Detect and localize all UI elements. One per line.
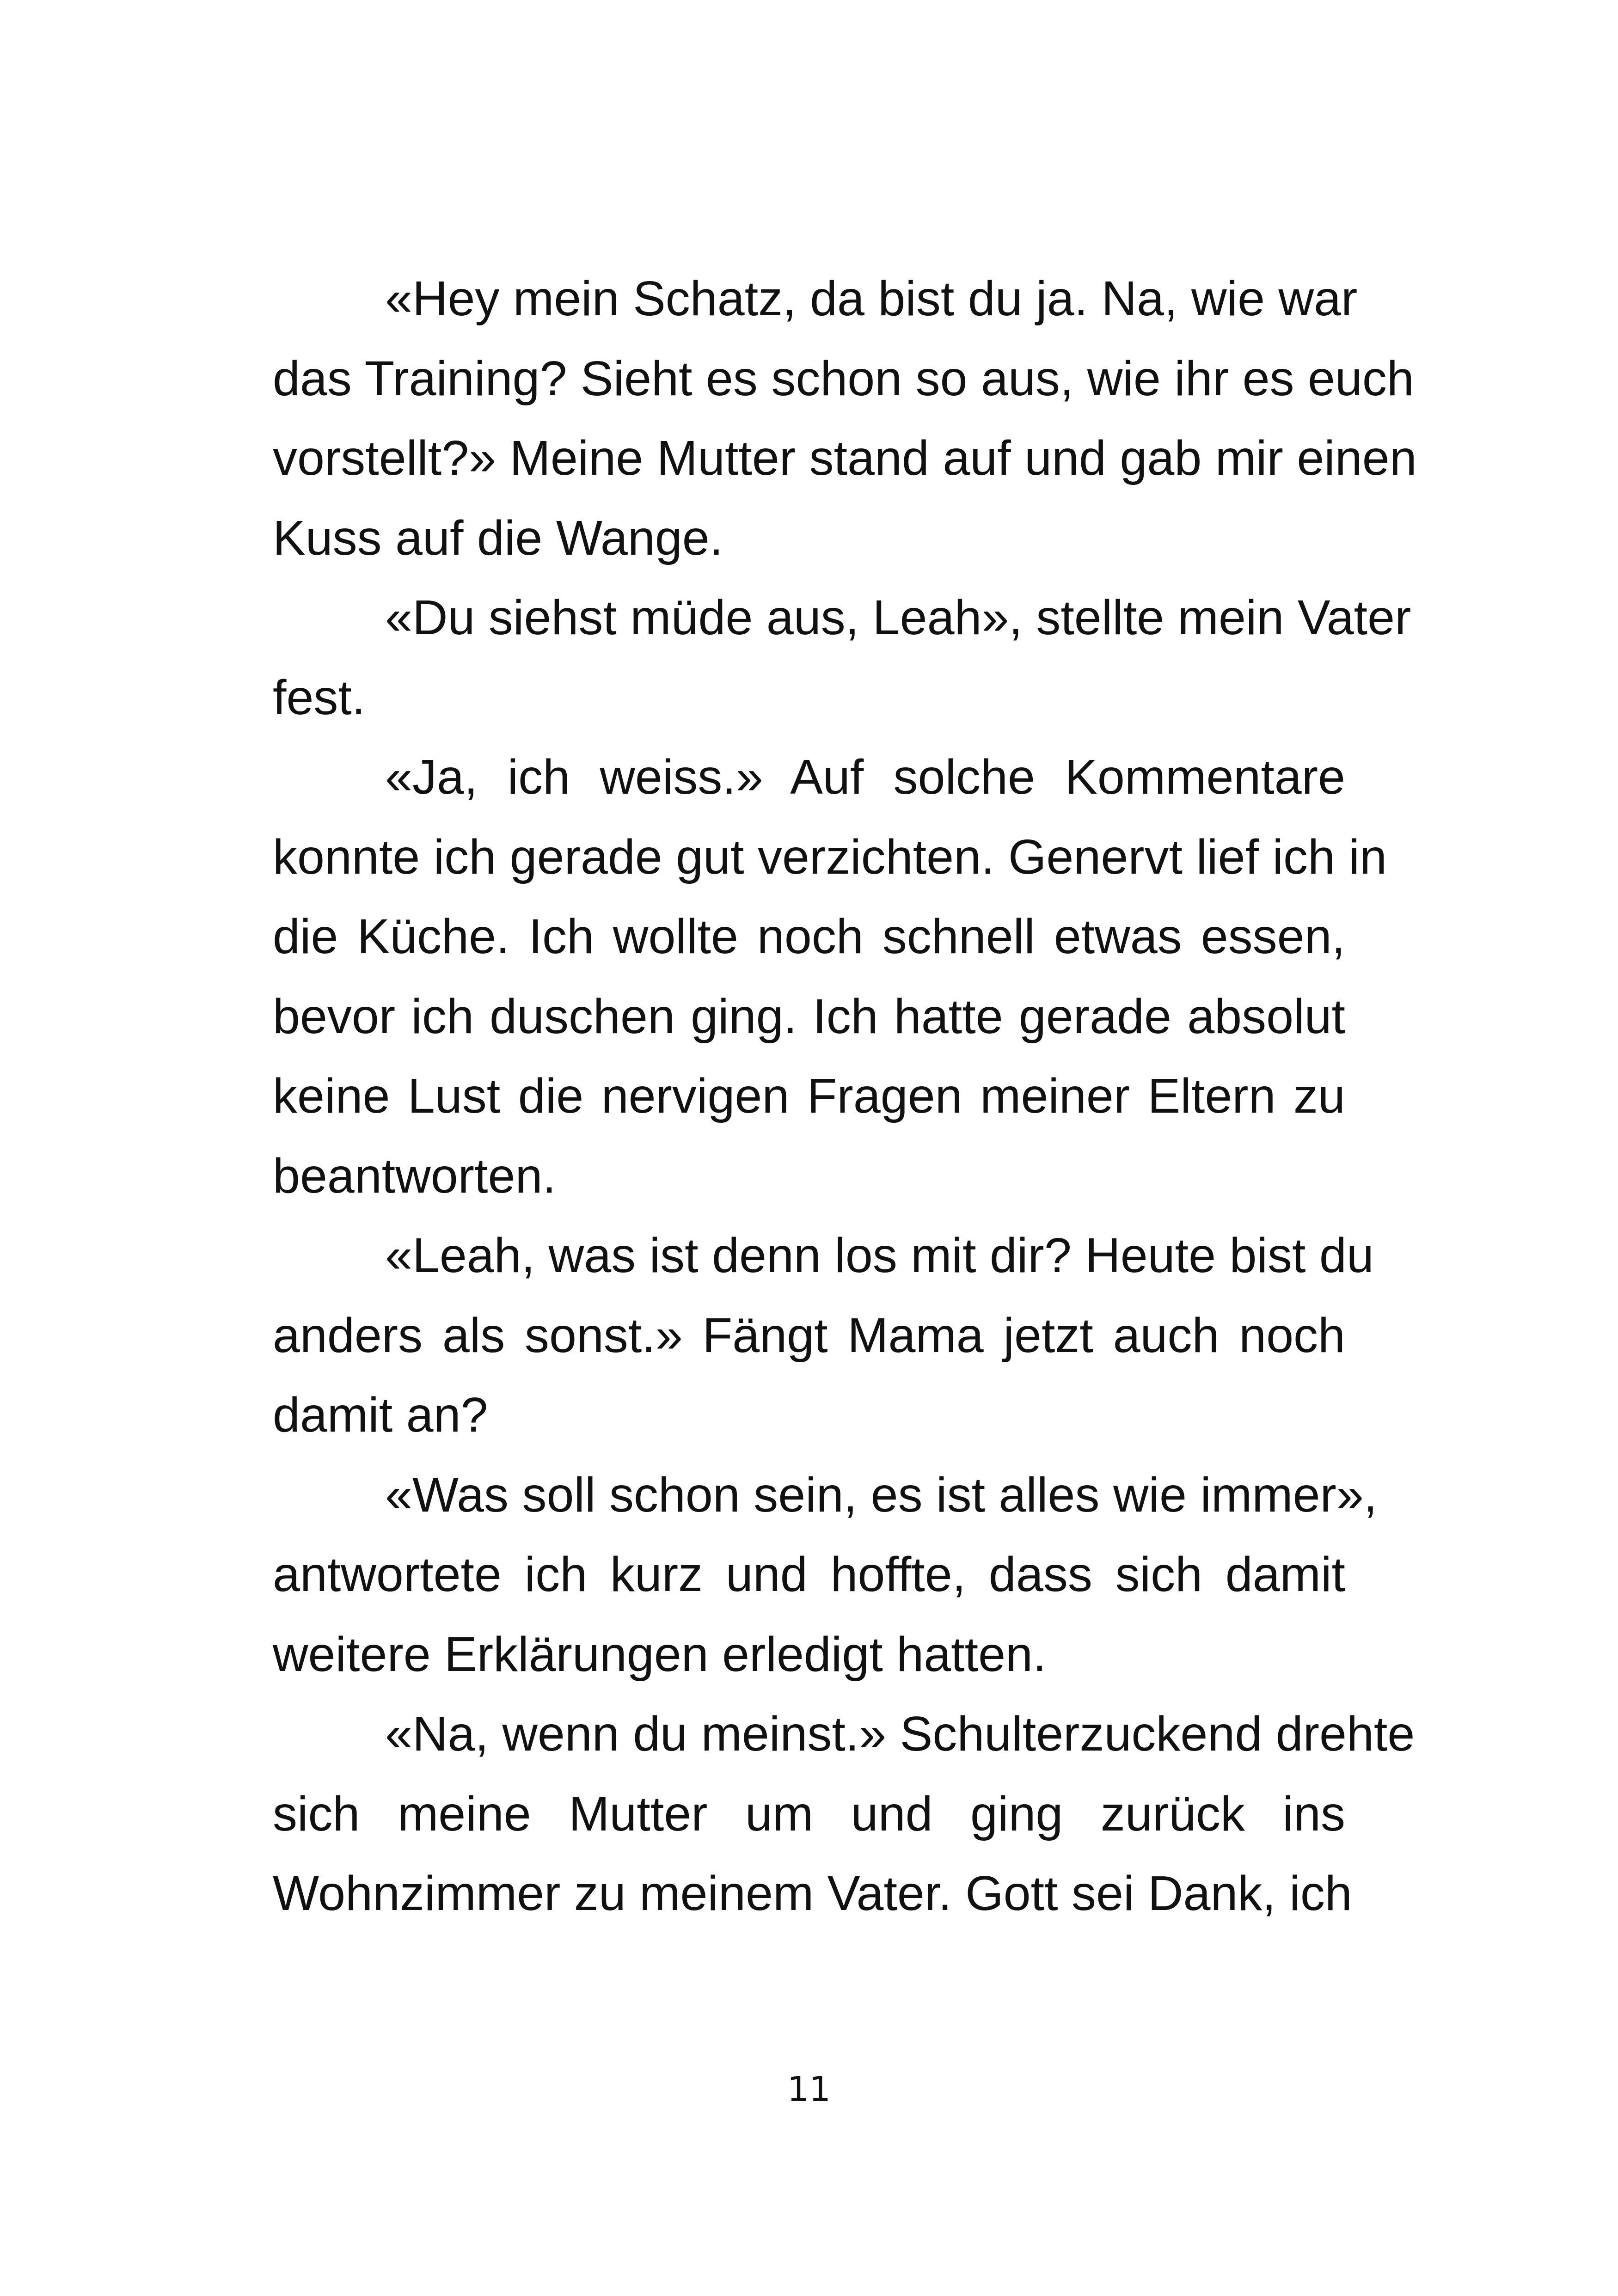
text-line: fest.	[273, 670, 366, 725]
text-line: «Du siehst müde aus, Leah», stellte mein Vater	[385, 590, 1411, 645]
text-line: «Hey mein Schatz, da bist du ja. Na, wie war	[385, 271, 1358, 326]
text-line: «Ja, ich weiss.» Auf solche Kommentare	[385, 750, 1345, 804]
text-line: das Training? Sieht es schon so aus, wie ihr es euch	[273, 351, 1414, 406]
text-line: «Was soll schon sein, es ist alles wie immer»,	[385, 1467, 1378, 1522]
text-line: konnte ich gerade gut verzichten. Genervt lief ich in	[273, 829, 1387, 884]
text-line: bevor ich duschen ging. Ich hatte gerade absolut	[273, 989, 1345, 1044]
text-line: vorstellt?» Meine Mutter stand auf und gab mir einen	[273, 431, 1417, 485]
text-line: Kuss auf die Wange.	[273, 510, 723, 565]
text-line: keine Lust die nervigen Fragen meiner Eltern zu	[273, 1069, 1345, 1123]
text-line: beantworten.	[273, 1148, 556, 1203]
text-line: Wohnzimmer zu meinem Vater. Gott sei Dank, ich	[273, 1866, 1352, 1921]
text-line: anders als sonst.» Fängt Mama jetzt auch noch	[273, 1308, 1345, 1363]
text-line: damit an?	[273, 1388, 488, 1442]
page-number: 11	[787, 2069, 831, 2109]
body-text	[273, 259, 1417, 1934]
text-line: «Na, wenn du meinst.» Schulterzuckend drehte	[385, 1707, 1415, 1761]
text-line: antwortete ich kurz und hoffte, dass sich damit	[273, 1547, 1345, 1602]
text-line: «Leah, was ist denn los mit dir? Heute bist du	[385, 1228, 1374, 1283]
text-line: weitere Erklärungen erledigt hatten.	[273, 1627, 1047, 1682]
text-line: sich meine Mutter um und ging zurück ins	[273, 1786, 1345, 1841]
text-line: die Küche. Ich wollte noch schnell etwas essen,	[273, 909, 1345, 964]
